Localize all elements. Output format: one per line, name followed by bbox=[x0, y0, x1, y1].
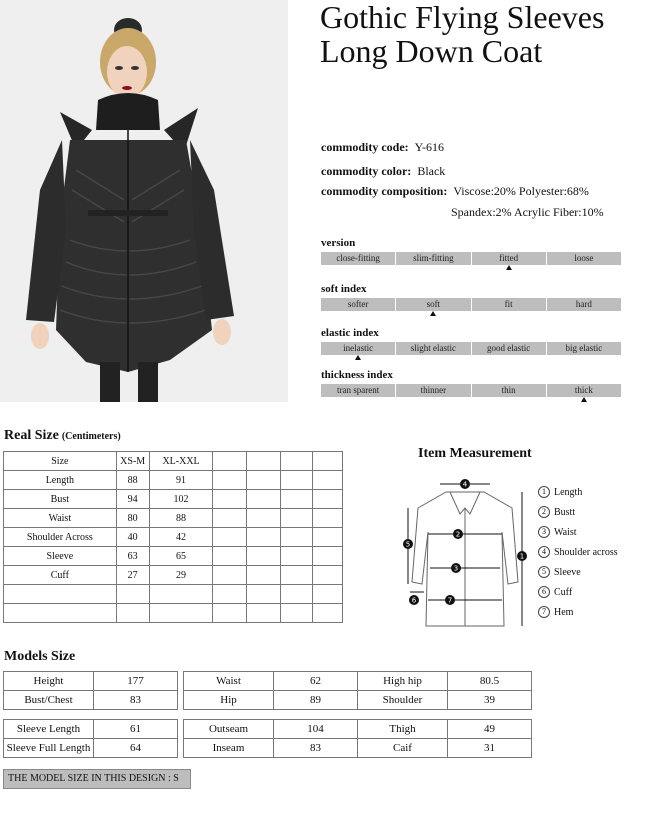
table-cell: Cuff bbox=[4, 566, 117, 585]
legend-number: 3 bbox=[538, 526, 550, 538]
index-option bbox=[396, 342, 470, 355]
table-cell bbox=[247, 547, 281, 566]
table-cell bbox=[116, 585, 149, 604]
commodity-color-value: Black bbox=[417, 164, 446, 178]
commodity-composition-label: commodity composition: bbox=[321, 184, 448, 198]
measure-label: High hip bbox=[358, 672, 448, 691]
selected-marker-icon bbox=[430, 311, 436, 316]
table-cell: Length bbox=[4, 471, 117, 490]
measure-value: 64 bbox=[94, 739, 178, 758]
selected-marker-icon bbox=[506, 265, 512, 270]
index-option-label: slight elastic bbox=[410, 343, 456, 353]
legend-label: Cuff bbox=[554, 586, 573, 598]
selected-marker-icon bbox=[355, 355, 361, 360]
index-option bbox=[472, 384, 546, 397]
measure-label: Sleeve Length bbox=[4, 720, 94, 739]
legend-number: 4 bbox=[538, 546, 550, 558]
index-scale-bar bbox=[321, 384, 621, 397]
table-cell bbox=[213, 490, 247, 509]
index-option-label: soft bbox=[426, 299, 441, 309]
commodity-color-row bbox=[321, 164, 445, 179]
table-cell bbox=[247, 585, 281, 604]
table-cell bbox=[281, 509, 313, 528]
table-cell bbox=[4, 604, 117, 623]
legend-number: 7 bbox=[538, 606, 550, 618]
table-row bbox=[184, 739, 358, 758]
table-cell bbox=[313, 490, 343, 509]
svg-text:2: 2 bbox=[455, 530, 461, 539]
table-cell bbox=[213, 452, 247, 471]
legend-number: 5 bbox=[538, 566, 550, 578]
index-scale-bar bbox=[321, 298, 621, 311]
legend-label: Bustt bbox=[554, 506, 576, 518]
index-option bbox=[321, 252, 395, 265]
measure-value: 39 bbox=[448, 691, 532, 710]
table-cell bbox=[213, 528, 247, 547]
measure-value: 89 bbox=[274, 691, 358, 710]
index-option bbox=[321, 342, 395, 355]
table-cell: 88 bbox=[149, 509, 213, 528]
index-option-label: fit bbox=[504, 299, 513, 309]
table-cell: 40 bbox=[116, 528, 149, 547]
selected-marker-icon bbox=[581, 397, 587, 402]
table-cell bbox=[116, 604, 149, 623]
index-option-label: close-fitting bbox=[336, 253, 380, 263]
index-option bbox=[547, 342, 621, 355]
table-cell bbox=[247, 528, 281, 547]
index-option bbox=[472, 298, 546, 311]
measure-label: Sleeve Full Length bbox=[4, 739, 94, 758]
commodity-code-value: Y-616 bbox=[414, 140, 444, 154]
table-row bbox=[4, 547, 343, 566]
table-cell bbox=[281, 604, 313, 623]
table-cell bbox=[281, 490, 313, 509]
table-cell bbox=[149, 585, 213, 604]
models-size-table bbox=[183, 719, 358, 758]
svg-text:5: 5 bbox=[405, 540, 411, 549]
table-cell: Sleeve bbox=[4, 547, 117, 566]
index-option bbox=[321, 384, 395, 397]
svg-text:6: 6 bbox=[411, 596, 417, 605]
table-row bbox=[358, 691, 532, 710]
measure-label: Shoulder bbox=[358, 691, 448, 710]
table-row bbox=[4, 672, 178, 691]
legend-item bbox=[538, 522, 618, 542]
table-row bbox=[4, 471, 343, 490]
table-cell: 88 bbox=[116, 471, 149, 490]
legend-label: Shoulder across bbox=[554, 546, 618, 558]
index-option bbox=[547, 384, 621, 397]
measure-value: 83 bbox=[94, 691, 178, 710]
commodity-code-label: commodity code: bbox=[321, 140, 409, 154]
table-row bbox=[4, 528, 343, 547]
table-row bbox=[4, 490, 343, 509]
index-label: thickness index bbox=[321, 369, 393, 381]
legend-label: Waist bbox=[554, 526, 577, 538]
legend-item bbox=[538, 482, 618, 502]
measure-value: 31 bbox=[448, 739, 532, 758]
legend-number: 1 bbox=[538, 486, 550, 498]
table-cell: 91 bbox=[149, 471, 213, 490]
measure-value: 49 bbox=[448, 720, 532, 739]
index-option-label: inelastic bbox=[343, 343, 374, 353]
table-cell bbox=[313, 547, 343, 566]
table-cell bbox=[247, 471, 281, 490]
table-row bbox=[358, 739, 532, 758]
index-label: soft index bbox=[321, 283, 367, 295]
index-option-label: hard bbox=[575, 299, 592, 309]
table-cell bbox=[313, 528, 343, 547]
table-cell bbox=[247, 509, 281, 528]
coat-measurement-diagram bbox=[400, 472, 530, 636]
legend-item bbox=[538, 562, 618, 582]
legend-item bbox=[538, 582, 618, 602]
commodity-composition-row bbox=[321, 184, 589, 199]
table-row bbox=[4, 604, 343, 623]
index-option-label: thick bbox=[574, 385, 593, 395]
table-cell bbox=[213, 509, 247, 528]
table-row bbox=[184, 672, 358, 691]
index-option-label: fitted bbox=[499, 253, 519, 263]
table-cell bbox=[247, 566, 281, 585]
legend-label: Sleeve bbox=[554, 566, 581, 578]
table-cell: 63 bbox=[116, 547, 149, 566]
measure-value: 80.5 bbox=[448, 672, 532, 691]
product-photo bbox=[0, 0, 288, 402]
table-cell: 29 bbox=[149, 566, 213, 585]
table-cell bbox=[313, 452, 343, 471]
table-row bbox=[4, 739, 178, 758]
index-option bbox=[547, 252, 621, 265]
index-option-label: big elastic bbox=[565, 343, 603, 353]
models-size-table bbox=[183, 671, 358, 710]
legend-number: 2 bbox=[538, 506, 550, 518]
table-row bbox=[184, 691, 358, 710]
table-cell: Waist bbox=[4, 509, 117, 528]
index-option-label: softer bbox=[347, 299, 369, 309]
model-wearing-coat-illustration bbox=[0, 0, 288, 402]
table-cell bbox=[281, 528, 313, 547]
svg-text:4: 4 bbox=[462, 480, 468, 489]
measure-label: Outseam bbox=[184, 720, 274, 739]
table-cell bbox=[213, 566, 247, 585]
legend-label: Hem bbox=[554, 606, 574, 618]
table-cell: 80 bbox=[116, 509, 149, 528]
table-cell bbox=[281, 452, 313, 471]
table-cell bbox=[213, 585, 247, 604]
real-size-table bbox=[3, 451, 343, 623]
index-option-label: thin bbox=[501, 385, 516, 395]
model-size-note: THE MODEL SIZE IN THIS DESIGN : S bbox=[3, 769, 191, 789]
index-option bbox=[472, 252, 546, 265]
table-cell bbox=[247, 452, 281, 471]
measure-value: 61 bbox=[94, 720, 178, 739]
composition-line-1: Viscose:20% Polyester:68% bbox=[453, 184, 589, 198]
table-cell bbox=[149, 604, 213, 623]
table-row bbox=[4, 691, 178, 710]
measure-label: Hip bbox=[184, 691, 274, 710]
svg-text:7: 7 bbox=[447, 596, 453, 605]
svg-text:1: 1 bbox=[519, 552, 525, 561]
index-option-label: thinner bbox=[420, 385, 447, 395]
measure-value: 83 bbox=[274, 739, 358, 758]
table-cell bbox=[313, 509, 343, 528]
table-cell bbox=[281, 547, 313, 566]
measure-label: Waist bbox=[184, 672, 274, 691]
index-label: elastic index bbox=[321, 327, 379, 339]
legend-number: 6 bbox=[538, 586, 550, 598]
table-cell bbox=[213, 471, 247, 490]
models-size-table bbox=[3, 671, 178, 710]
table-cell: 42 bbox=[149, 528, 213, 547]
index-scale-bar bbox=[321, 342, 621, 355]
commodity-code-row bbox=[321, 140, 444, 155]
real-size-title: Real Size bbox=[4, 428, 59, 443]
table-row bbox=[4, 720, 178, 739]
index-option-label: tran sparent bbox=[337, 385, 380, 395]
models-size-table bbox=[357, 671, 532, 710]
measure-value: 104 bbox=[274, 720, 358, 739]
index-scale-bar bbox=[321, 252, 621, 265]
legend-label: Length bbox=[554, 486, 583, 498]
table-cell bbox=[281, 585, 313, 604]
table-cell bbox=[313, 471, 343, 490]
index-option-label: good elastic bbox=[487, 343, 531, 353]
measurement-legend bbox=[538, 482, 618, 622]
table-cell: XS-M bbox=[116, 452, 149, 471]
table-cell bbox=[4, 585, 117, 604]
index-option-label: loose bbox=[574, 253, 594, 263]
table-row bbox=[4, 509, 343, 528]
measure-label: Caif bbox=[358, 739, 448, 758]
measure-label: Thigh bbox=[358, 720, 448, 739]
table-cell: Shoulder Across bbox=[4, 528, 117, 547]
legend-item bbox=[538, 542, 618, 562]
product-title: Gothic Flying Sleeves Long Down Coat bbox=[320, 0, 605, 69]
legend-item bbox=[538, 502, 618, 522]
table-cell: 102 bbox=[149, 490, 213, 509]
index-option bbox=[396, 384, 470, 397]
table-cell bbox=[281, 566, 313, 585]
table-cell bbox=[247, 604, 281, 623]
table-header-row bbox=[4, 452, 343, 471]
real-size-unit: (Centimeters) bbox=[61, 431, 121, 442]
table-row bbox=[358, 720, 532, 739]
measure-value: 62 bbox=[274, 672, 358, 691]
table-cell: 27 bbox=[116, 566, 149, 585]
table-cell bbox=[313, 585, 343, 604]
table-row bbox=[184, 720, 358, 739]
index-label: version bbox=[321, 237, 356, 249]
item-measurement-title: Item Measurement bbox=[418, 446, 532, 461]
measure-label: Height bbox=[4, 672, 94, 691]
index-option-label: slim-fitting bbox=[413, 253, 454, 263]
table-row bbox=[358, 672, 532, 691]
index-option bbox=[396, 252, 470, 265]
index-option bbox=[547, 298, 621, 311]
table-row bbox=[4, 585, 343, 604]
table-cell bbox=[313, 566, 343, 585]
table-cell bbox=[281, 471, 313, 490]
svg-text:3: 3 bbox=[453, 564, 459, 573]
table-cell: Size bbox=[4, 452, 117, 471]
measure-value: 177 bbox=[94, 672, 178, 691]
index-option bbox=[396, 298, 470, 311]
index-option bbox=[472, 342, 546, 355]
table-cell bbox=[313, 604, 343, 623]
composition-line-2: Spandex:2% Acrylic Fiber:10% bbox=[451, 205, 604, 219]
commodity-color-label: commodity color: bbox=[321, 164, 412, 178]
measure-label: Inseam bbox=[184, 739, 274, 758]
table-cell bbox=[247, 490, 281, 509]
table-cell: 94 bbox=[116, 490, 149, 509]
legend-item bbox=[538, 602, 618, 622]
table-cell: XL-XXL bbox=[149, 452, 213, 471]
index-option bbox=[321, 298, 395, 311]
real-size-heading bbox=[4, 428, 121, 444]
models-size-table bbox=[3, 719, 178, 758]
models-size-title: Models Size bbox=[4, 649, 76, 664]
table-cell bbox=[213, 604, 247, 623]
table-cell: 65 bbox=[149, 547, 213, 566]
table-cell: Bust bbox=[4, 490, 117, 509]
models-size-table bbox=[357, 719, 532, 758]
table-cell bbox=[213, 547, 247, 566]
measure-label: Bust/Chest bbox=[4, 691, 94, 710]
table-row bbox=[4, 566, 343, 585]
